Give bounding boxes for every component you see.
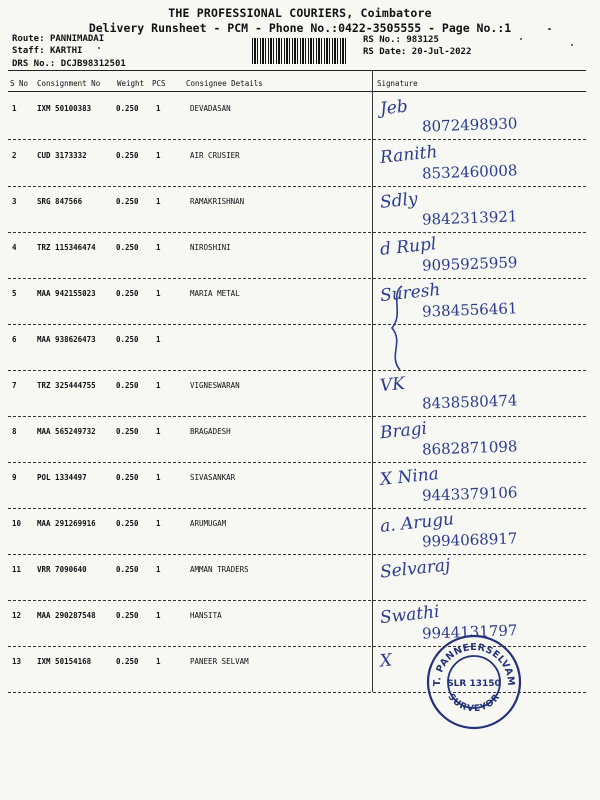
drs-label: DRS No.: (12, 59, 56, 69)
signature-phone: 8438580474 (421, 391, 518, 413)
row-consignee-details: MARIA METAL (190, 289, 240, 298)
signature-mark: Jeb (379, 96, 409, 120)
staff-label: Staff: (12, 46, 45, 56)
row-consignee-details: AIR CRUSIER (190, 151, 240, 160)
col-header-pcs: PCS (152, 79, 166, 88)
row-weight: 0.250 (116, 565, 139, 574)
row-consignee-details: PANEER SELVAM (190, 657, 249, 666)
signature-phone: 9842313921 (421, 207, 518, 229)
row-weight: 0.250 (116, 473, 139, 482)
row-signature (370, 511, 590, 557)
rs-number-label: RS No.: (363, 35, 401, 45)
signature-mark: X (378, 650, 394, 672)
signature-phone: 8072498930 (421, 114, 518, 136)
row-consignee-details: VIGNESWARAN (190, 381, 240, 390)
row-weight: 0.250 (116, 197, 139, 206)
row-weight: 0.250 (116, 335, 139, 344)
row-signature (370, 419, 590, 465)
signature-phone: 9994068917 (421, 529, 518, 551)
signature-mark: Selvaraj (379, 555, 452, 583)
row-weight: 0.250 (116, 381, 139, 390)
signature-mark: Suresh (379, 279, 442, 307)
row-pcs: 1 (156, 473, 161, 482)
row-weight: 0.250 (116, 243, 139, 252)
row-sno: 10 (12, 519, 22, 528)
row-weight: 0.250 (116, 151, 139, 160)
row-pcs: 1 (156, 565, 161, 574)
row-weight: 0.250 (116, 104, 139, 113)
staff-info (12, 46, 82, 56)
signature-phone: 8532460008 (421, 161, 518, 183)
row-sno: 13 (12, 657, 22, 666)
row-consignee-details: NIROSHINI (190, 243, 231, 252)
row-consignment-no: TRZ 325444755 (37, 381, 96, 390)
row-weight: 0.250 (116, 289, 139, 298)
row-pcs: 1 (156, 335, 161, 344)
row-consignee-details: RAMAKRISHNAN (190, 197, 245, 206)
document-subtitle: Delivery Runsheet - PCM - Phone No.:0422-3505555 - Page No.:1 (88, 21, 512, 35)
row-pcs: 1 (156, 151, 161, 160)
route-value: PANNIMADAI (49, 34, 105, 44)
row-consignment-no: SRG 847566 (37, 197, 83, 206)
signature-mark: a. Arugu (379, 509, 455, 537)
drs-info (12, 59, 126, 69)
table-top-rule (8, 70, 586, 71)
rs-date-value: 20-Jul-2022 (411, 47, 472, 57)
row-sno: 12 (12, 611, 22, 620)
row-consignee-details: HANSITA (190, 611, 222, 620)
rs-date-info (363, 47, 471, 57)
row-sno: 7 (12, 381, 17, 390)
stamp-title: SURVEYOR (445, 692, 503, 715)
signature-mark: Bragi (379, 418, 428, 444)
row-consignment-no: MAA 290287548 (37, 611, 96, 620)
row-pcs: 1 (156, 657, 161, 666)
signature-phone: 9944131797 (421, 621, 518, 643)
row-sno: 5 (12, 289, 17, 298)
row-pcs: 1 (156, 243, 161, 252)
signature-phone: 9443379106 (421, 483, 518, 505)
row-sno: 2 (12, 151, 17, 160)
row-consignment-no: IXM 50154168 (37, 657, 92, 666)
document-title: THE PROFESSIONAL COURIERS, Coimbatore (168, 6, 432, 20)
row-weight: 0.250 (116, 427, 139, 436)
svg-text:SURVEYOR (445, 692, 502, 714)
row-consignment-no: CUD 3173332 (37, 151, 87, 160)
scan-speck (98, 47, 100, 49)
stamp-id: SLR 13150 (447, 679, 501, 689)
signature-phone: 8682871098 (421, 437, 518, 459)
stamp-name: T. PANNEERSELVAM (431, 641, 517, 687)
rs-number-value: 983125 (406, 35, 439, 45)
row-sno: 6 (12, 335, 17, 344)
signature-phone: 9384556461 (421, 299, 518, 321)
signature-mark: Ranith (379, 142, 439, 168)
signature-mark: X Nina (379, 463, 440, 491)
row-sno: 9 (12, 473, 17, 482)
row-consignment-no: MAA 565249732 (37, 427, 96, 436)
row-pcs: 1 (156, 611, 161, 620)
row-weight: 0.250 (116, 657, 139, 666)
signature-brace (384, 284, 414, 374)
row-consignee-details: ARUMUGAM (190, 519, 227, 528)
row-consignee-details: AMMAN TRADERS (190, 565, 249, 574)
row-signature (370, 373, 590, 419)
row-consignment-no: POL 1334497 (37, 473, 87, 482)
surveyor-stamp (424, 632, 524, 732)
route-label: Route: (12, 34, 45, 44)
header-bottom-rule (8, 91, 586, 92)
row-signature (370, 96, 590, 142)
row-consignment-no: TRZ 115346474 (37, 243, 96, 252)
rs-date-label: RS Date: (363, 47, 407, 57)
col-header-sno: S No (10, 79, 29, 88)
barcode (252, 38, 348, 64)
row-weight: 0.250 (116, 611, 139, 620)
row-pcs: 1 (156, 519, 161, 528)
col-header-details: Consignee Details (186, 79, 263, 88)
scan-speck (571, 44, 573, 46)
row-signature (370, 465, 590, 511)
route-info (12, 34, 104, 44)
row-sno: 8 (12, 427, 17, 436)
signature-phone: 9095925959 (421, 253, 518, 275)
row-pcs: 1 (156, 381, 161, 390)
row-sno: 1 (12, 104, 17, 113)
row-signature (370, 235, 590, 281)
row-sno: 4 (12, 243, 17, 252)
row-sno: 3 (12, 197, 17, 206)
signature-mark: Sdly (379, 189, 419, 213)
signature-mark: d Rupl (379, 234, 438, 260)
row-consignment-no: MAA 942155023 (37, 289, 96, 298)
row-consignment-no: MAA 938626473 (37, 335, 96, 344)
staff-value: KARTHI (49, 46, 83, 56)
row-signature (370, 143, 590, 189)
col-header-consignment: Consignment No (37, 79, 101, 88)
row-consignee-details: DEVADASAN (190, 104, 231, 113)
row-sno: 11 (12, 565, 22, 574)
row-signature (370, 189, 590, 235)
col-header-weight: Weight (117, 79, 145, 88)
row-pcs: 1 (156, 104, 161, 113)
row-signature (370, 557, 590, 603)
drs-value: DCJB98312501 (60, 59, 126, 69)
row-consignment-no: IXM 50100383 (37, 104, 92, 113)
signature-mark: Swathi (379, 601, 441, 629)
row-pcs: 1 (156, 427, 161, 436)
row-consignment-no: MAA 291269916 (37, 519, 96, 528)
col-header-signature: Signature (377, 79, 418, 88)
row-pcs: 1 (156, 197, 161, 206)
row-consignment-no: VRR 7090640 (37, 565, 87, 574)
row-consignee-details: BRAGADESH (190, 427, 231, 436)
signature-mark: VK (379, 373, 406, 397)
scan-speck (520, 38, 522, 40)
rs-number-info (363, 35, 439, 45)
row-weight: 0.250 (116, 519, 139, 528)
row-pcs: 1 (156, 289, 161, 298)
scan-speck (548, 28, 551, 30)
row-consignee-details: SIVASANKAR (190, 473, 236, 482)
